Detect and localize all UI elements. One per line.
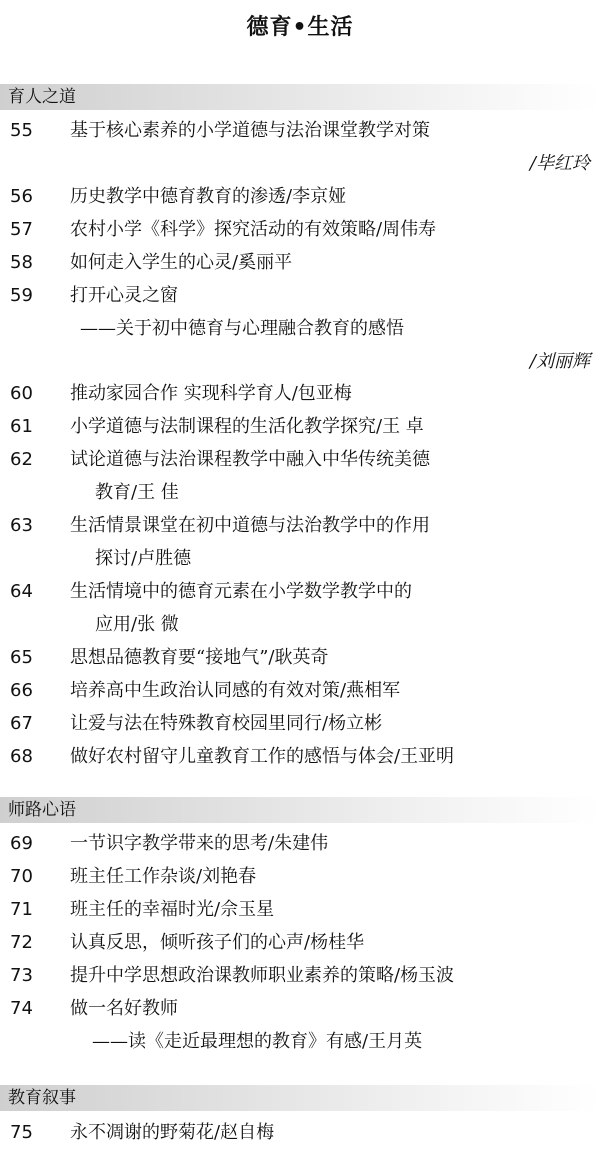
entry-title-continued: 探讨/卢胜德: [95, 548, 192, 569]
toc-entry[interactable]: [0, 992, 600, 1058]
page-number: 73: [10, 965, 33, 986]
entry-title: 历史教学中德育教育的渗透/李京娅: [70, 186, 347, 207]
toc-entry[interactable]: [0, 575, 600, 641]
page-number: 61: [10, 416, 33, 437]
toc-entry[interactable]: [0, 180, 600, 213]
page-number: 69: [10, 833, 33, 854]
page-number: 68: [10, 746, 33, 767]
toc-entry[interactable]: [0, 114, 600, 180]
toc-entry[interactable]: [0, 1116, 600, 1149]
entry-title: 一节识字教学带来的思考/朱建伟: [70, 833, 329, 854]
toc-entry[interactable]: [0, 410, 600, 443]
toc-entry[interactable]: [0, 860, 600, 893]
page-number: 59: [10, 285, 33, 306]
page-number: 74: [10, 998, 33, 1019]
toc-entry[interactable]: [0, 707, 600, 740]
entry-title: 做好农村留守儿童教育工作的感悟与体会/王亚明: [70, 746, 455, 767]
page-number: 70: [10, 866, 33, 887]
page-number: 60: [10, 383, 33, 404]
entry-title: 推动家园合作 实现科学育人/包亚梅: [70, 383, 352, 404]
entry-title: 如何走入学生的心灵/奚丽平: [70, 252, 293, 273]
entry-author: /毕红玲: [529, 153, 590, 174]
toc-entry[interactable]: [0, 509, 600, 575]
toc-entry[interactable]: [0, 926, 600, 959]
page-number: 62: [10, 449, 33, 470]
page-number: 65: [10, 647, 33, 668]
entry-title: 打开心灵之窗: [70, 285, 178, 306]
page-number: 55: [10, 120, 33, 141]
entry-title: 做一名好教师: [70, 998, 178, 1019]
toc-entry[interactable]: [0, 213, 600, 246]
entry-subtitle: ——读《走近最理想的教育》有感/王月英: [92, 1031, 423, 1052]
entry-title: 农村小学《科学》探究活动的有效策略/周伟寿: [70, 219, 437, 240]
page-number: 72: [10, 932, 33, 953]
section-header: 育人之道: [0, 84, 600, 110]
entry-title: 基于核心素养的小学道德与法治课堂教学对策: [70, 120, 430, 141]
entry-title: 培养高中生政治认同感的有效对策/燕相军: [70, 680, 401, 701]
entry-title-continued: 教育/王 佳: [95, 482, 179, 503]
entry-subtitle: ——关于初中德育与心理融合教育的感悟: [80, 318, 404, 339]
page-number: 64: [10, 581, 33, 602]
entry-title: 认真反思，倾听孩子们的心声/杨桂华: [70, 932, 365, 953]
entry-title: 生活情景课堂在初中道德与法治教学中的作用: [70, 515, 430, 536]
page-number: 56: [10, 186, 33, 207]
toc-entry[interactable]: [0, 740, 600, 773]
entry-title-continued: 应用/张 微: [95, 614, 179, 635]
toc-entry[interactable]: [0, 279, 600, 378]
toc-entry[interactable]: [0, 893, 600, 926]
toc-entry[interactable]: [0, 443, 600, 509]
entry-title: 试论道德与法治课程教学中融入中华传统美德: [70, 449, 430, 470]
page-number: 75: [10, 1122, 33, 1143]
page-number: 58: [10, 252, 33, 273]
toc-entry[interactable]: [0, 827, 600, 860]
entry-author: /刘丽辉: [529, 351, 590, 372]
toc-entry[interactable]: [0, 674, 600, 707]
entry-title: 生活情境中的德育元素在小学数学教学中的: [70, 581, 412, 602]
entry-title: 班主任的幸福时光/佘玉星: [70, 899, 275, 920]
section-header: 师路心语: [0, 797, 600, 823]
entry-title: 班主任工作杂谈/刘艳春: [70, 866, 257, 887]
entry-title: 让爱与法在特殊教育校园里同行/杨立彬: [70, 713, 383, 734]
section-header: 教育叙事: [0, 1085, 600, 1111]
entry-title: 思想品德教育要“接地气”/耿英奇: [70, 647, 329, 668]
page-number: 67: [10, 713, 33, 734]
toc-entry[interactable]: [0, 246, 600, 279]
page-number: 57: [10, 219, 33, 240]
page-title: 德育•生活: [246, 15, 354, 40]
page-number: 63: [10, 515, 33, 536]
entry-title: 小学道德与法制课程的生活化教学探究/王 卓: [70, 416, 424, 437]
toc-entry[interactable]: [0, 377, 600, 410]
toc-entry[interactable]: [0, 959, 600, 992]
toc-entry[interactable]: [0, 641, 600, 674]
page-number: 66: [10, 680, 33, 701]
entry-title: 永不凋谢的野菊花/赵自梅: [70, 1122, 275, 1143]
page-number: 71: [10, 899, 33, 920]
entry-title: 提升中学思想政治课教师职业素养的策略/杨玉波: [70, 965, 455, 986]
